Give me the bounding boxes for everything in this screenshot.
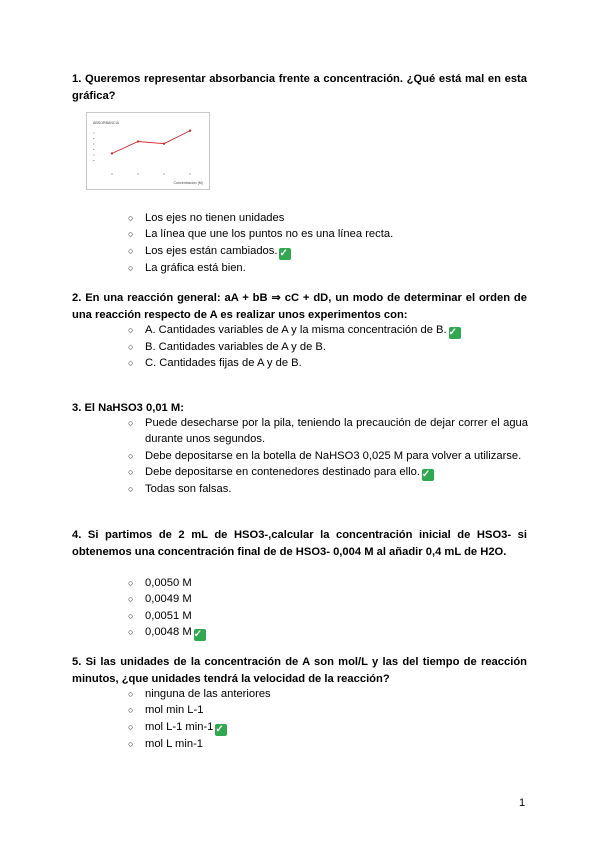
bullet-icon: ○ — [128, 325, 134, 335]
option-item — [128, 702, 528, 718]
question-3-options — [128, 415, 528, 497]
option-item — [128, 322, 528, 339]
question-1-title: 1. Queremos representar absorbancia frente a concentración. ¿Qué está mal en esta gráfica? — [72, 73, 527, 102]
bullet-icon: ○ — [128, 610, 134, 621]
x-axis-label: Concentración (M) — [173, 181, 203, 185]
page-number: 1 — [519, 797, 526, 809]
option-text: 0,0051 M — [145, 609, 192, 622]
option-item — [128, 719, 528, 736]
option-item — [128, 481, 528, 497]
option-text: mol L-1 min-1 — [145, 720, 214, 733]
bullet-icon: ○ — [128, 245, 134, 256]
option-text: Los ejes están cambiados. — [145, 244, 278, 257]
question-1-options — [128, 210, 528, 276]
option-text: La línea que une los puntos no es una línea recta. — [145, 228, 394, 241]
check-mark-icon: ✓ — [215, 724, 227, 736]
bullet-icon: ○ — [128, 229, 134, 240]
chart-title: ABSORBANCIA — [93, 121, 119, 125]
option-item — [128, 736, 528, 752]
option-text: Puede desecharse por la pila, teniendo la precaución de dejar correr el agua durante unos segundos. — [145, 417, 528, 446]
bullet-icon: ○ — [128, 689, 134, 699]
bullet-icon: ○ — [128, 738, 134, 749]
option-text: Debe depositarse en la botella de NaHSO3 0,025 M para volver a utilizarse. — [145, 449, 522, 462]
question-4-title: 4. Si partimos de 2 mL de HSO3-,calcular la concentración inicial de HSO3- si obtenemos una concentración final de de HSO3- 0,004 M al añadir 0,4 mL de H2O. — [72, 529, 527, 558]
option-text: 0,0049 M — [145, 593, 192, 606]
option-item — [128, 339, 528, 355]
question-2-options — [128, 322, 528, 372]
option-item — [128, 355, 528, 371]
absorbance-chart — [86, 112, 210, 190]
option-text: mol L min-1 — [145, 737, 204, 750]
bullet-icon: ○ — [128, 705, 134, 716]
option-item — [128, 608, 528, 624]
bullet-icon: ○ — [128, 358, 134, 369]
option-item — [128, 210, 528, 226]
series-line — [112, 131, 190, 154]
option-item — [128, 591, 528, 607]
data-point — [137, 140, 139, 142]
check-mark-icon: ✓ — [279, 248, 291, 260]
bullet-icon: ○ — [128, 262, 134, 273]
option-item — [128, 448, 528, 464]
bullet-icon: ○ — [128, 450, 134, 461]
option-item — [128, 226, 528, 242]
question-5-title: 5. Si las unidades de la concentración de A son mol/L y las del tiempo de reacción minutos, ¿que unidades tendrá la velocidad de la reacción? — [72, 656, 527, 685]
question-2-title: 2. En una reacción general: aA + bB ⇒ cC + dD, un modo de determinar el orden de una reacción respecto de A es realizar unos experimentos con: — [72, 292, 527, 321]
option-item — [128, 243, 528, 260]
bullet-icon: ○ — [128, 483, 134, 494]
option-item — [128, 464, 528, 481]
question-3-title: 3. El NaHSO3 0,01 M: — [72, 402, 184, 414]
check-mark-icon: ✓ — [449, 327, 461, 339]
option-text: A. Cantidades variables de A y la misma concentración de B. — [145, 324, 447, 336]
option-text: 0,0048 M — [145, 625, 192, 638]
check-mark-icon: ✓ — [194, 629, 206, 641]
data-point — [189, 130, 191, 132]
bullet-icon: ○ — [128, 578, 134, 588]
option-text: C. Cantidades fijas de A y de B. — [145, 357, 302, 370]
bullet-icon: ○ — [128, 594, 134, 605]
bullet-icon: ○ — [128, 466, 134, 477]
option-item — [128, 624, 528, 641]
option-text: La gráfica está bien. — [145, 261, 246, 274]
option-text: mol min L-1 — [145, 704, 204, 717]
check-mark-icon: ✓ — [422, 469, 434, 481]
question-4-options — [128, 575, 528, 641]
data-point — [111, 152, 113, 154]
option-text: Debe depositarse en contenedores destinado para ello. — [145, 465, 420, 478]
data-point — [163, 142, 165, 144]
bullet-icon: ○ — [128, 342, 134, 352]
option-item — [128, 260, 528, 276]
option-text: B. Cantidades variables de A y de B. — [145, 341, 326, 353]
option-text: 0,0050 M — [145, 577, 192, 589]
option-text: Todas son falsas. — [145, 482, 232, 495]
option-text: Los ejes no tienen unidades — [145, 212, 285, 224]
bullet-icon: ○ — [128, 721, 134, 732]
option-item — [128, 575, 528, 591]
chart-svg — [87, 113, 209, 189]
bullet-icon: ○ — [128, 626, 134, 637]
option-item — [128, 415, 528, 448]
option-item — [128, 686, 528, 702]
option-text: ninguna de las anteriores — [145, 688, 271, 700]
question-5-options — [128, 686, 528, 752]
bullet-icon: ○ — [128, 418, 134, 428]
bullet-icon: ○ — [128, 213, 134, 223]
